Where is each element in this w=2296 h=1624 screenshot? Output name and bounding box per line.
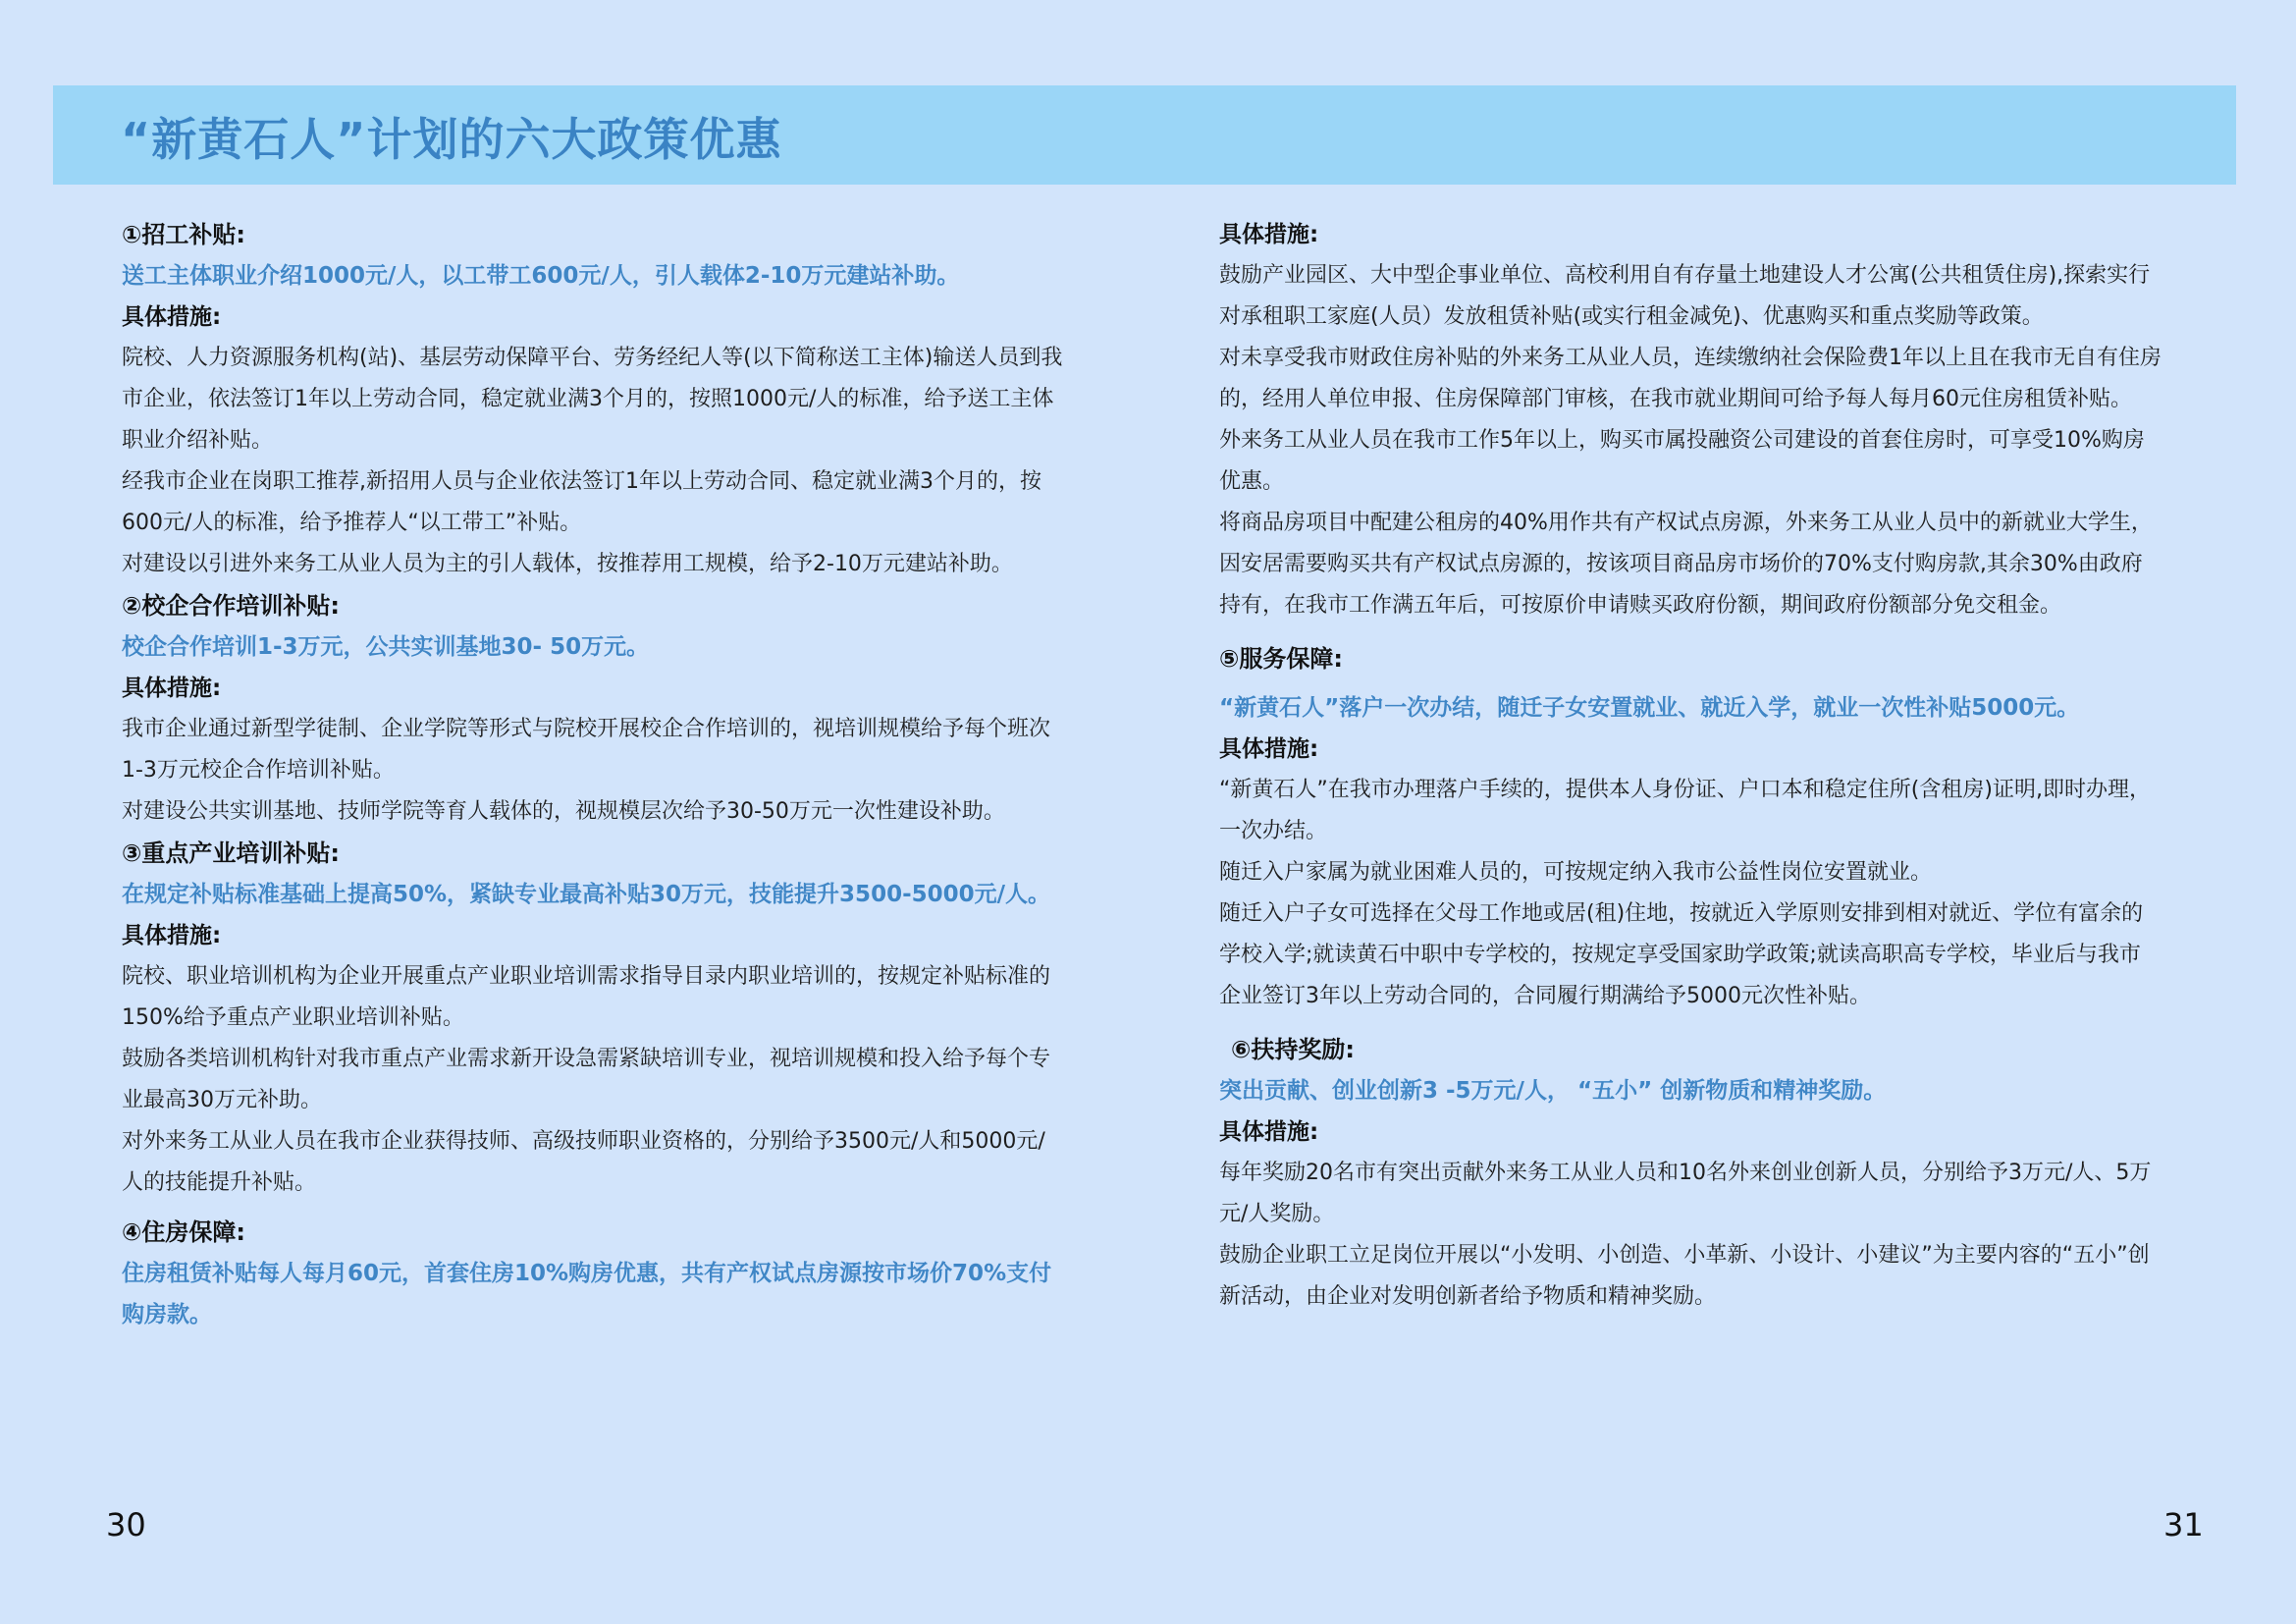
paragraph: 鼓励产业园区、大中型企事业单位、高校利用自有存量土地建设人才公寓(公共租赁住房),探索实行对承租职工家庭(人员）发放租赁补贴(或实行租金减免)、优惠购买和重点奖励等政策。 (1219, 263, 2151, 329)
section-highlight-recruitment: 送工主体职业介绍1000元/人，以工带工600元/人，引人载体2-10万元建站补助。 (122, 263, 960, 289)
section-heading-key-industry: ③重点产业培训补贴: (122, 839, 340, 867)
right-page-column (1219, 214, 2162, 1318)
measures-label: 具体措施: (1219, 1119, 1319, 1145)
paragraph: “新黄石人”在我市办理落户手续的，提供本人身份证、户口本和稳定住所(含租房)证明,即时办理，一次办结。 (1219, 778, 2151, 843)
section-heading-recruitment: ①招工补贴: (122, 221, 245, 248)
paragraph: 随迁入户子女可选择在父母工作地或居(租)住地，按就近入学原则安排到相对就近、学位有富余的学校入学;就读黄石中职中专学校的，按规定享受国家助学政策;就读高职高专学校，毕业后与我市企业签订3年以上劳动合同的，合同履行期满给予5000元次性补贴。 (1219, 901, 2144, 1008)
paragraph: 对外来务工从业人员在我市企业获得技师、高级技师职业资格的，分别给予3500元/人和5000元/人的技能提升补贴。 (122, 1129, 1045, 1195)
page-title: “新黄石人”计划的六大政策优惠 (121, 113, 782, 166)
paragraph: 每年奖励20名市有突出贡献外来务工从业人员和10名外来创业创新人员，分别给予3万元/人、5万元/人奖励。 (1219, 1161, 2152, 1226)
section-highlight-reward: 突出贡献、创业创新3 -5万元/人， “五小” 创新物质和精神奖励。 (1219, 1078, 1887, 1104)
section-heading-housing: ④住房保障: (122, 1218, 245, 1246)
paragraph: 随迁入户家属为就业困难人员的，可按规定纳入我市公益性岗位安置就业。 (1219, 860, 1933, 885)
paragraph: 对建设公共实训基地、技师学院等育人载体的，视规模层次给予30-50万元一次性建设补助。 (122, 799, 1005, 824)
measures-label: 具体措施: (122, 923, 222, 948)
measures-label: 具体措施: (122, 676, 222, 701)
left-page-column (122, 214, 1064, 1335)
section-heading-school-enterprise: ②校企合作培训补贴: (122, 592, 340, 620)
section-highlight-key-industry: 在规定补贴标准基础上提高50%，紧缺专业最高补贴30万元，技能提升3500-5000元/人。 (122, 882, 1051, 907)
section-highlight-school-enterprise: 校企合作培训1-3万元，公共实训基地30- 50万元。 (122, 634, 650, 660)
page-number-right: 31 (2163, 1506, 2204, 1543)
paragraph: 对未享受我市财政住房补贴的外来务工从业人员，连续缴纳社会保险费1年以上且在我市无自有住房的，经用人单位申报、住房保障部门审核，在我市就业期间可给予每人每月60元住房租赁补贴。 (1219, 346, 2163, 411)
page-number-left: 30 (106, 1506, 146, 1543)
paragraph: 对建设以引进外来务工从业人员为主的引人载体，按推荐用工规模，给予2-10万元建站补助。 (122, 552, 1013, 576)
paragraph: 外来务工从业人员在我市工作5年以上，购买市属投融资公司建设的首套住房时，可享受10%购房优惠。 (1219, 428, 2145, 494)
section-heading-service: ⑤服务保障: (1219, 645, 1343, 673)
paragraph: 将商品房项目中配建公租房的40%用作共有产权试点房源，外来务工从业人员中的新就业大学生，因安居需要购买共有产权试点房源的，按该项目商品房市场价的70%支付购房款,其余30%由政府持有，在我市工作满五年后，可按原价申请赎买政府份额，期间政府份额部分免交租金。 (1219, 511, 2153, 618)
measures-label: 具体措施: (1219, 736, 1319, 762)
measures-label: 具体措施: (1219, 222, 1319, 247)
measures-label: 具体措施: (122, 304, 222, 330)
paragraph: 经我市企业在岗职工推荐,新招用人员与企业依法签订1年以上劳动合同、稳定就业满3个月的，按600元/人的标准，给予推荐人“以工带工”补贴。 (122, 469, 1041, 535)
paragraph: 鼓励各类培训机构针对我市重点产业需求新开设急需紧缺培训专业，视培训规模和投入给予每个专业最高30万元补助。 (122, 1047, 1051, 1112)
section-highlight-housing: 住房租赁补贴每人每月60元，首套住房10%购房优惠，共有产权试点房源按市场价70%支付购房款。 (122, 1261, 1052, 1327)
paragraph: 院校、人力资源服务机构(站)、基层劳动保障平台、劳务经纪人等(以下简称送工主体)输送人员到我市企业，依法签订1年以上劳动合同，稳定就业满3个月的，按照1000元/人的标准，给予送工主体职业介绍补贴。 (122, 346, 1063, 453)
section-highlight-service: “新黄石人”落户一次办结，随迁子女安置就业、就近入学，就业一次性补贴5000元。 (1219, 695, 2080, 721)
paragraph: 院校、职业培训机构为企业开展重点产业职业培训需求指导目录内职业培训的，按规定补贴标准的150%给予重点产业职业培训补贴。 (122, 964, 1051, 1030)
section-heading-reward: ⑥扶持奖励: (1231, 1036, 1355, 1063)
paragraph: 我市企业通过新型学徒制、企业学院等形式与院校开展校企合作培训的，视培训规模给予每个班次1-3万元校企合作培训补贴。 (122, 717, 1051, 783)
paragraph: 鼓励企业职工立足岗位开展以“小发明、小创造、小革新、小设计、小建议”为主要内容的“五小”创新活动，由企业对发明创新者给予物质和精神奖励。 (1219, 1243, 2150, 1309)
